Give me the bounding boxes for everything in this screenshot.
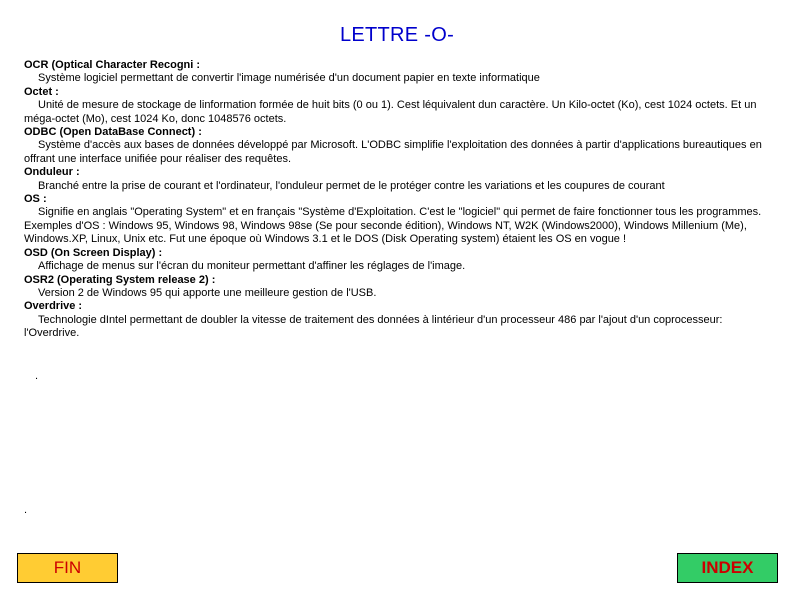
stray-dot: .: [35, 370, 39, 382]
entry-term: Onduleur :: [24, 166, 80, 179]
glossary-entry: [24, 247, 762, 274]
entry-term: OSD (On Screen Display) :: [24, 246, 163, 259]
index-button[interactable]: INDEX: [677, 553, 778, 583]
entry-definition: Version 2 de Windows 95 qui apporte une meilleure gestion de l'USB.: [38, 286, 377, 299]
glossary-entry: [24, 193, 762, 247]
fin-button[interactable]: FIN: [17, 553, 118, 583]
entry-term: ODBC (Open DataBase Connect) :: [24, 126, 202, 139]
entry-definition: Signifie en anglais "Operating System" et en français "Système d'Exploitation. C'est le "logiciel" qui permet de faire fonctionner tous les programmes. Exemples d'OS : Windows 95, Windows 98, Windows 98se (Se pour seconde édition), Windows NT, W2K (Windows2000), Windows Millenium (Me), Windows.XP, Linux, Unix etc. Fut une époque où Windows 3.1 et le DOS (Disk Operating system) étaient les OS en vogue !: [24, 206, 762, 246]
entry-term: Octet :: [24, 85, 59, 98]
glossary-entry: [24, 59, 762, 86]
entry-definition: Affichage de menus sur l'écran du moniteur permettant d'affiner les réglages de l'image.: [38, 260, 466, 273]
glossary-entry: [24, 274, 762, 301]
entry-definition: Système d'accès aux bases de données développé par Microsoft. L'ODBC simplifie l'exploitation des données à partir d'applications bureautiques en offrant une interface unifiée pour réaliser des requêtes.: [24, 139, 762, 165]
glossary-entry: [24, 166, 762, 193]
glossary-entry: [24, 300, 762, 340]
glossary-entry: [24, 86, 762, 126]
entry-term: OSR2 (Operating System release 2) :: [24, 273, 216, 286]
entry-definition: Unité de mesure de stockage de linformation formée de huit bits (0 ou 1). Cest léquivalent dun caractère. Un Kilo-octet (Ko), cest 1024 octets. Et un méga-octet (Mo), cest 1024 Ko, donc 1048576 octets.: [24, 99, 757, 125]
entry-definition: Branché entre la prise de courant et l'ordinateur, l'onduleur permet de le protéger contre les variations et les coupures de courant: [38, 179, 665, 192]
entry-definition: Système logiciel permettant de convertir l'image numérisée d'un document papier en texte informatique: [38, 72, 540, 85]
entry-term: Overdrive :: [24, 300, 83, 313]
entry-definition: Technologie dIntel permettant de doubler la vitesse de traitement des données à lintérieur d'un processeur 486 par l'ajout d'un coprocesseur: l'Overdrive.: [24, 313, 723, 340]
glossary-list: [24, 59, 762, 341]
glossary-entry: [24, 126, 762, 166]
page-title: LETTRE -O-: [339, 24, 455, 46]
entry-term: OCR (Optical Character Recogni :: [24, 59, 201, 71]
stray-dot: .: [24, 504, 28, 516]
entry-term: OS :: [24, 193, 47, 206]
